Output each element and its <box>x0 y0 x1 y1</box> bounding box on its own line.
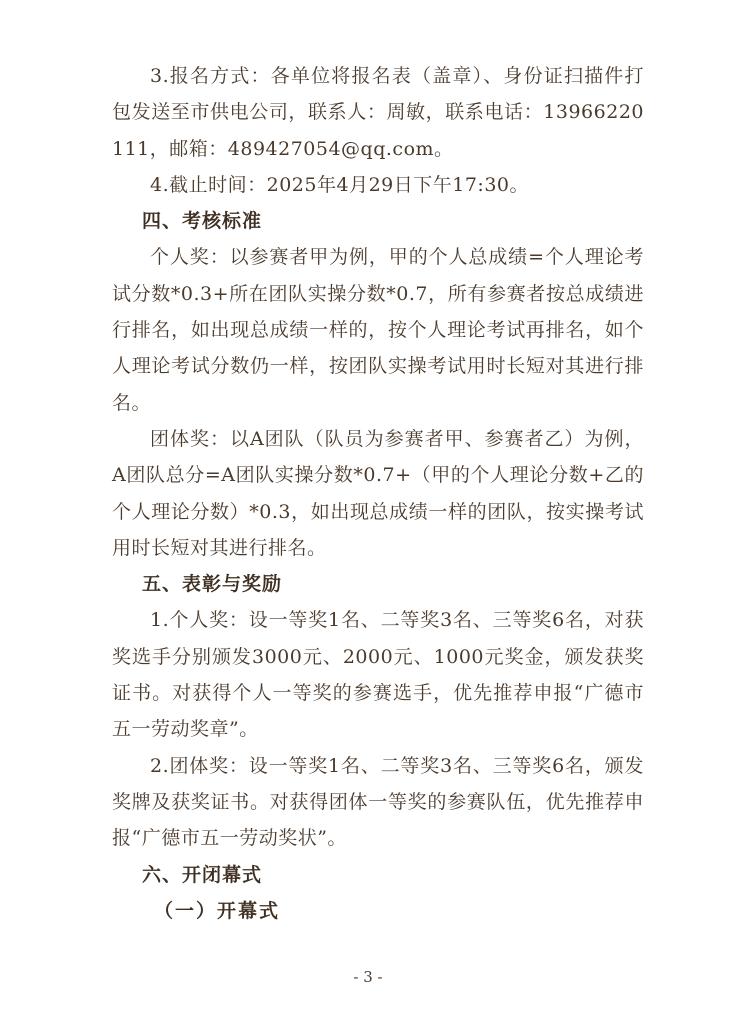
section-heading-ceremonies: 六、开闭幕式 <box>142 863 263 886</box>
registration-method-paragraph: 3.报名方式：各单位将报名表（盖章）、身份证扫描件打包发送至市供电公司，联系人：周敏，联系电话：13966220111，邮箱：489427054@qq.com。 <box>112 65 644 160</box>
team-award-criteria-paragraph: 团体奖：以A团队（队员为参赛者甲、参赛者乙）为例，A团队总分=A团队实操分数*0.7+（甲的个人理论分数+乙的个人理论分数）*0.3，如出现总成绩一样的团队，按实操考试用时长短对其进行排名。 <box>112 427 644 559</box>
individual-award-criteria-paragraph: 个人奖：以参赛者甲为例，甲的个人总成绩=个人理论考试分数*0.3+所在团队实操分数*0.7，所有参赛者按总成绩进行排名，如出现总成绩一样的，按个人理论考试再排名，如个人理论考试分数仍一样，按团队实操考试用时长短对其进行排名。 <box>112 246 644 414</box>
deadline-paragraph: 4.截止时间：2025年4月29日下午17:30。 <box>150 173 530 196</box>
page-number: - 3 - <box>353 968 383 986</box>
section-heading-assessment: 四、考核标准 <box>142 210 263 233</box>
section-heading-awards: 五、表彰与奖励 <box>142 573 283 596</box>
subsection-heading-opening: （一）开幕式 <box>154 899 281 922</box>
team-award-paragraph: 2.团体奖：设一等奖1名、二等奖3名、三等奖6名，颁发奖牌及获奖证书。对获得团体一等奖的参赛队伍，优先推荐申报“广德市五一劳动奖状”。 <box>112 754 644 850</box>
individual-award-paragraph: 1.个人奖：设一等奖1名、二等奖3名、三等奖6名，对获奖选手分别颁发3000元、2000元、1000元奖金，颁发获奖证书。对获得个人一等奖的参赛选手，优先推荐申报“广德市五一劳动奖章”。 <box>112 609 644 741</box>
document-page <box>112 58 644 929</box>
